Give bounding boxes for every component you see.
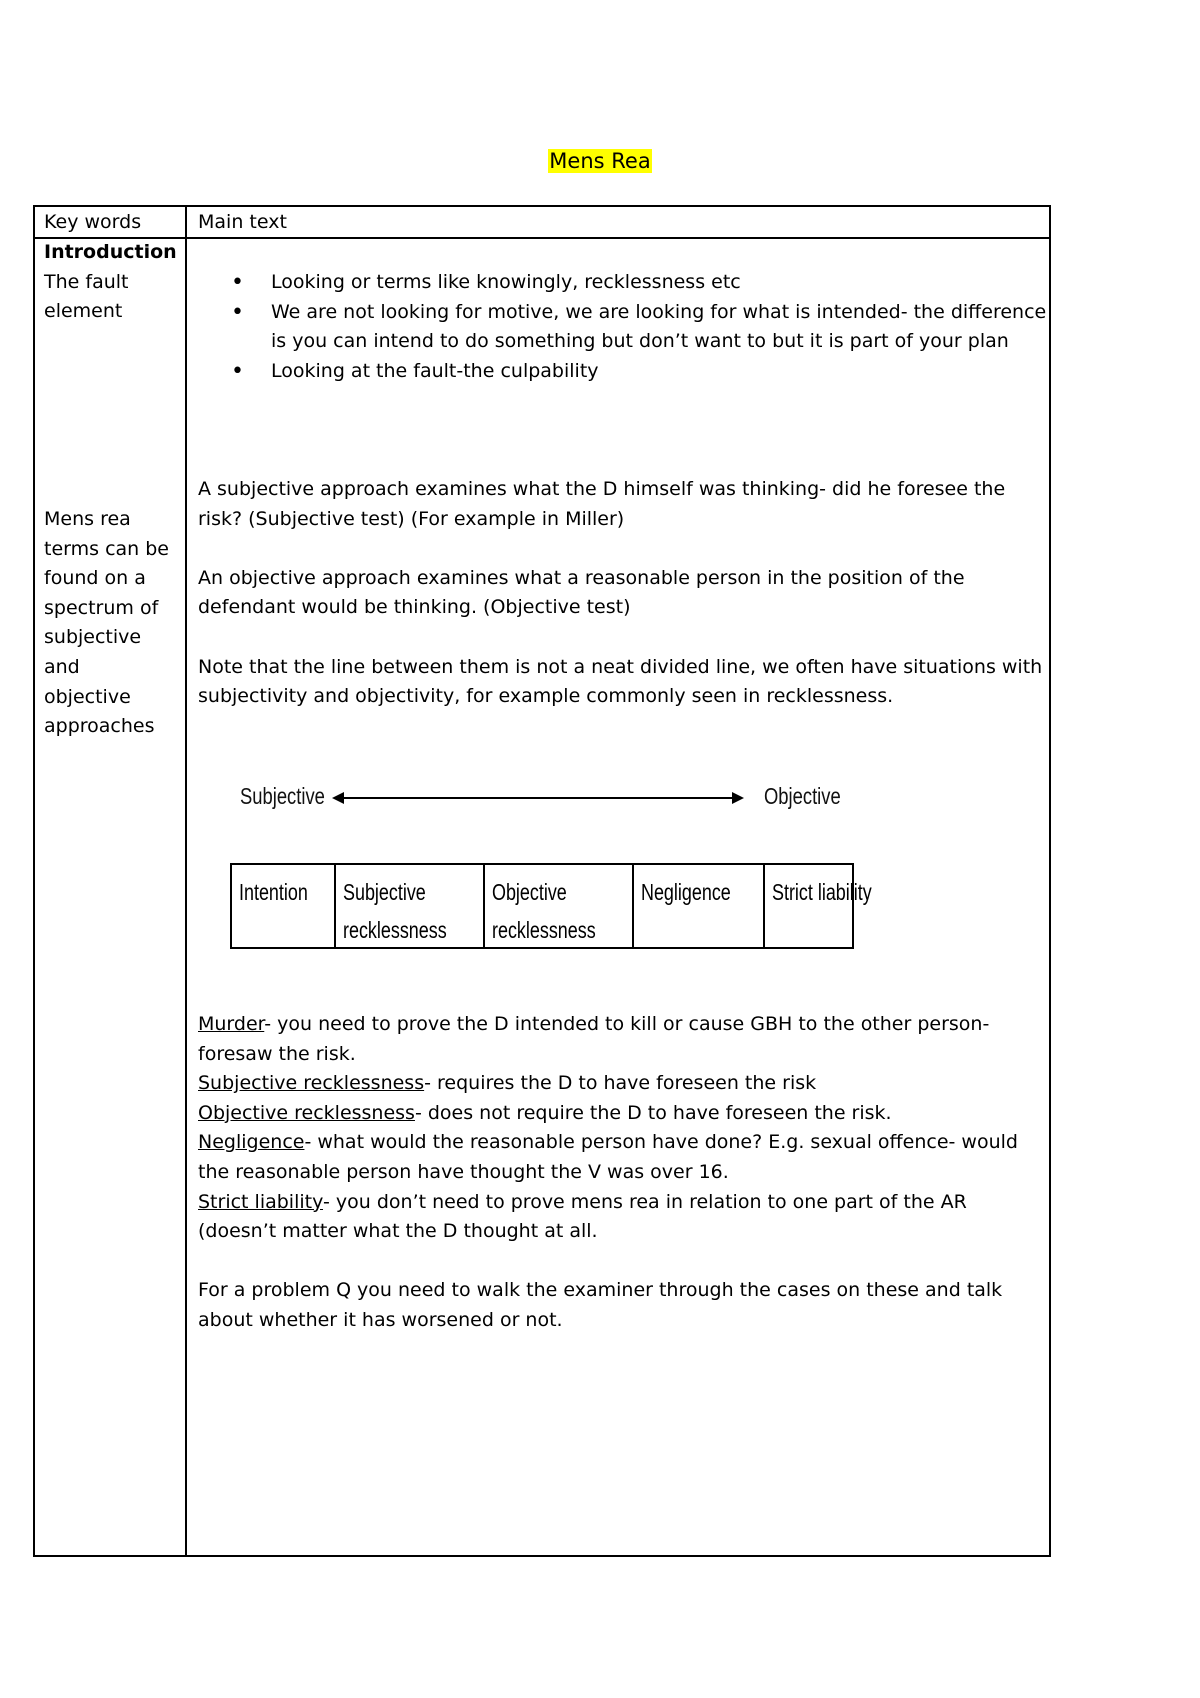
definition-objective-recklessness: Objective recklessness- does not require the D to have foreseen the risk. — [198, 1101, 892, 1124]
definition-strict-liability: Strict liability- you don’t need to prove mens rea in relation to one part of the AR (doesn’t matter what the D thought at all. — [198, 1190, 967, 1243]
spectrum-box-intention: Intention — [232, 865, 336, 947]
keyword-line: objective — [44, 685, 131, 708]
keyword-line: terms can be — [44, 537, 169, 560]
definition-negligence: Negligence- what would the reasonable person have done? E.g. sexual offence- would the reasonable person have thought the V was over 16. — [198, 1131, 1018, 1183]
term: Murder — [198, 1013, 265, 1035]
definition-murder: Murder- you need to prove the D intended to kill or cause GBH to the other person- foresaw the risk. — [198, 1013, 990, 1065]
bullet-item: • Looking or terms like knowingly, recklessness etc — [198, 268, 1048, 298]
term: Objective recklessness — [198, 1101, 415, 1124]
term: Strict liability — [198, 1190, 323, 1213]
header-divider — [35, 237, 1049, 239]
column-divider — [185, 207, 187, 1555]
bullet-item: • Looking at the fault-the culpability — [198, 357, 1048, 387]
keywords-spectrum — [44, 505, 184, 742]
diagram-label-objective: Objective — [764, 783, 841, 809]
keyword-line: spectrum of — [44, 596, 159, 619]
spectrum-box-subjective-recklessness: Subjective recklessness — [336, 865, 485, 947]
main-approaches — [198, 475, 1048, 712]
keyword-line: and — [44, 655, 80, 678]
keywords-intro — [44, 238, 184, 327]
note-paragraph: Note that the line between them is not a neat divided line, we often have situations with subjectivity and objectivity, for example commonly seen in recklessness. — [198, 655, 1043, 708]
keyword-introduction: Introduction — [44, 241, 177, 263]
spectrum-box-strict-liability: Strict liability — [772, 879, 872, 905]
keyword-fault: The fault — [44, 270, 129, 293]
spectrum-box-objective-recklessness: Objective recklessness — [485, 865, 634, 947]
page-title: Mens Rea — [549, 149, 651, 173]
spectrum-boxes — [230, 863, 872, 949]
keyword-line: approaches — [44, 715, 155, 738]
main-intro — [198, 268, 1048, 386]
bullet-item: • We are not looking for motive, we are looking for what is intended- the difference is you can intend to do something but don’t want to but it is part of your plan — [198, 298, 1048, 357]
main-definitions — [198, 1010, 1048, 1336]
definition-subjective-recklessness: Subjective recklessness- requires the D to have foreseen the risk — [198, 1072, 817, 1095]
intro-bullets — [198, 268, 1048, 386]
term: Negligence — [198, 1131, 305, 1154]
keyword-line: found on a — [44, 567, 146, 590]
diagram-label-subjective: Subjective — [240, 783, 325, 809]
header-main-text: Main text — [198, 211, 287, 233]
double-arrow-icon — [332, 788, 744, 808]
keyword-line: Mens rea — [44, 508, 131, 530]
keyword-element: element — [44, 300, 123, 323]
header-keywords: Key words — [44, 211, 142, 233]
closing-paragraph: For a problem Q you need to walk the examiner through the cases on these and talk about whether it has worsened or not. — [198, 1279, 1003, 1331]
spectrum-diagram — [222, 725, 872, 965]
term: Subjective recklessness — [198, 1072, 425, 1095]
subjective-paragraph: A subjective approach examines what the D himself was thinking- did he foresee the risk? (Subjective test) (For example in Miller) — [198, 478, 1006, 530]
spectrum-box-negligence: Negligence — [634, 865, 765, 947]
keyword-line: subjective — [44, 626, 142, 649]
objective-paragraph: An objective approach examines what a reasonable person in the position of the defendant would be thinking. (Objective test) — [198, 566, 965, 619]
